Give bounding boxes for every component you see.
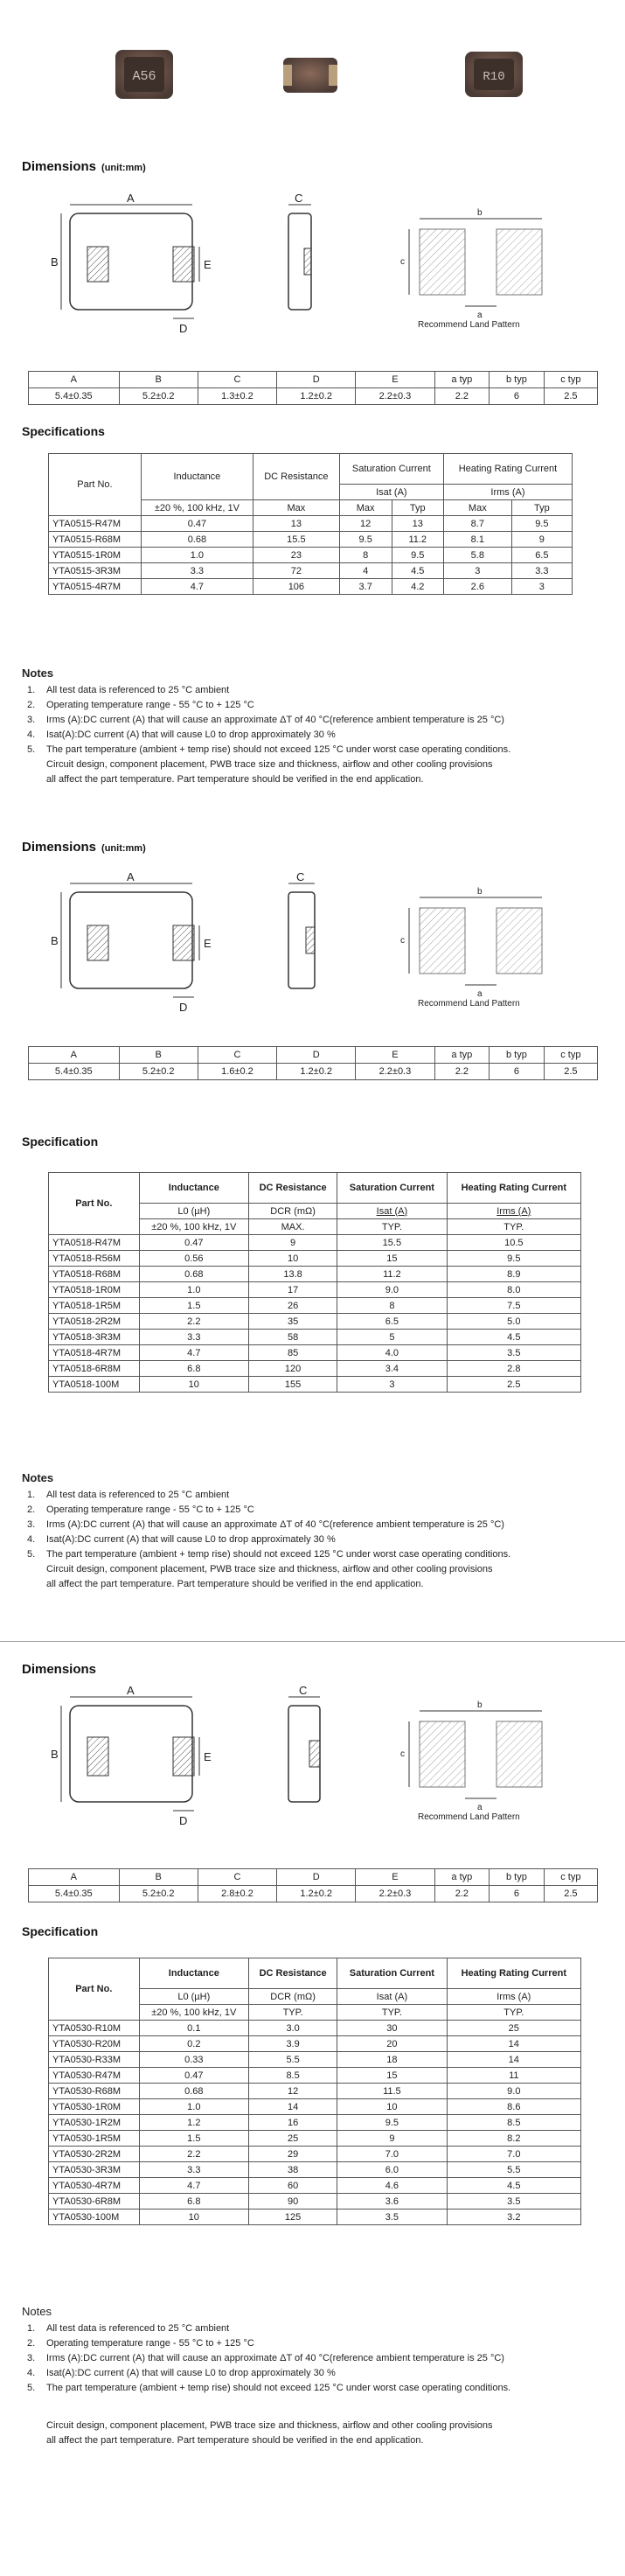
- value-cell: 3: [443, 563, 511, 579]
- value-cell: 3.5: [447, 1345, 580, 1361]
- part-number-cell: YTA0518-R56M: [49, 1251, 140, 1267]
- table-row: [49, 1282, 581, 1298]
- value-cell: 9.5: [447, 1251, 580, 1267]
- value-cell: 6.5: [511, 548, 572, 563]
- value-cell: 14: [447, 2036, 580, 2052]
- value-cell: 23: [253, 548, 339, 563]
- table-row: [49, 2099, 581, 2115]
- value-cell: 6.8: [139, 2194, 248, 2209]
- table-row: [49, 548, 573, 563]
- table-row: [49, 563, 573, 579]
- value-cell: 38: [249, 2162, 337, 2178]
- spec-table: Part No. Inductance DC Resistance Saturation Current Heating Rating Current L0 (µH) DCR (mΩ) Isat (A) Irms (A) ±20 %, 100 kHz, 1V TYP. TYP. TYP. YTA0530-R10M 0.1 3.0 30 25 YTA0530-R20M 0.2 3.9 20 14 YTA0530-R33M 0.33 5.5 18 14 YTA0530-R47M 0.47 8.5 15 11 YTA0530-R68M 0.68 12 11.5 9.0 YTA0530-1R0M 1.0 14 10 8.6 YTA0530-1R2M 1.2 16 9.5 8.5 YTA0530-1R5M 1.5 25 9 8.2 YTA0530-2R2M 2.2 29 7.0 7.0 YTA0530-3R3M 3.3 38 6.0 5.5 YTA0530-4R7M 4.7 60 4.6 4.5 YTA0530-6R8M 6.8 90 3.6 3.5 YTA0530-100M 10 125 3.5 3.2: [48, 1958, 581, 2225]
- value-cell: 8: [339, 548, 392, 563]
- part-number-cell: YTA0530-R68M: [49, 2084, 140, 2099]
- value-cell: 4.7: [139, 1345, 248, 1361]
- value-cell: 11: [447, 2068, 580, 2084]
- svg-text:E: E: [204, 258, 212, 271]
- value-cell: 11.2: [337, 1267, 447, 1282]
- dimension-value-row: 5.4±0.35 5.2±0.2 1.3±0.2 1.2±0.2 2.2±0.3 2.2 6 2.5: [29, 388, 598, 405]
- table-row: [49, 2131, 581, 2147]
- dimension-table: [28, 371, 598, 405]
- value-cell: 3: [337, 1377, 447, 1393]
- part-number-cell: YTA0518-R47M: [49, 1235, 140, 1251]
- value-cell: 5.5: [249, 2052, 337, 2068]
- svg-text:Recommend Land Pattern: Recommend Land Pattern: [418, 320, 520, 330]
- svg-text:C: C: [295, 194, 303, 205]
- value-cell: 155: [249, 1377, 337, 1393]
- value-cell: 3.9: [249, 2036, 337, 2052]
- value-cell: 90: [249, 2194, 337, 2209]
- value-cell: 1.0: [139, 1282, 248, 1298]
- specifications-heading: Specification: [22, 1134, 99, 1148]
- part-number-cell: YTA0518-1R0M: [49, 1282, 140, 1298]
- table-row: [49, 2178, 581, 2194]
- table-row: [49, 516, 573, 532]
- dimension-value-row: 5.4±0.35 5.2±0.2 2.8±0.2 1.2±0.2 2.2±0.3 2.2 6 2.5: [29, 1886, 598, 1902]
- svg-text:A: A: [127, 194, 135, 205]
- svg-text:Recommend Land Pattern: Recommend Land Pattern: [418, 999, 520, 1009]
- value-cell: 13: [392, 516, 443, 532]
- table-row: [49, 532, 573, 548]
- value-cell: 17: [249, 1282, 337, 1298]
- value-cell: 58: [249, 1330, 337, 1345]
- value-cell: 11.2: [392, 532, 443, 548]
- dimension-value-row: 5.4±0.35 5.2±0.2 1.6±0.2 1.2±0.2 2.2±0.3 2.2 6 2.5: [29, 1064, 598, 1080]
- value-cell: 106: [253, 579, 339, 595]
- part-number-cell: YTA0518-4R7M: [49, 1345, 140, 1361]
- svg-text:B: B: [51, 934, 59, 947]
- spec-table: Part No. Inductance DC Resistance Saturation Current Heating Rating Current L0 (µH) DCR (mΩ) Isat (A) Irms (A) ±20 %, 100 kHz, 1V MAX. TYP. TYP. YTA0518-R47M 0.47 9 15.5 10.5 YTA0518-R56M 0.56 10 15 9.5 YTA0518-R68M 0.68 13.8 11.2 8.9 YTA0518-1R0M 1.0 17 9.0 8.0 YTA0518-1R5M 1.5 26 8 7.5 YTA0518-2R2M 2.2 35 6.5 5.0 YTA0518-3R3M 3.3 58 5 4.5 YTA0518-4R7M 4.7 85 4.0 3.5 YTA0518-6R8M 6.8 120 3.4 2.8 YTA0518-100M 10 155 3 2.5: [48, 1172, 581, 1393]
- value-cell: 0.68: [139, 2084, 248, 2099]
- table-row: [49, 1235, 581, 1251]
- photo-marking: R10: [483, 70, 505, 84]
- value-cell: 0.1: [139, 2021, 248, 2036]
- part-number-cell: YTA0530-R33M: [49, 2052, 140, 2068]
- value-cell: 10.5: [447, 1235, 580, 1251]
- value-cell: 26: [249, 1298, 337, 1314]
- part-number-cell: YTA0518-R68M: [49, 1267, 140, 1282]
- value-cell: 13.8: [249, 1267, 337, 1282]
- value-cell: 3.3: [139, 1330, 248, 1345]
- table-row: [49, 2115, 581, 2131]
- dimension-drawing: [26, 1686, 621, 1846]
- table-row: [49, 1251, 581, 1267]
- dimensions-heading: Dimensions: [22, 1662, 97, 1677]
- value-cell: 3.3: [511, 563, 572, 579]
- value-cell: 9.0: [337, 1282, 447, 1298]
- spec-table: Part No. Inductance DC Resistance Saturation Current Heating Rating Current Isat (A) Irms (A) ±20 %, 100 kHz, 1V Max Max Typ Max Typ YTA0515-R47M 0.47 13 12 13 8.7 9.5 YTA0515-R68M 0.68 15.5 9.5 11.2 8.1 9 YTA0515-1R0M 1.0 23 8 9.5 5.8 6.5 YTA0515-3R3M 3.3 72 4 4.5 3 3.3 YTA0515-4R7M 4.7 106 3.7 4.2 2.6 3: [48, 453, 573, 595]
- table-row: [49, 1298, 581, 1314]
- table-row: [49, 2147, 581, 2162]
- value-cell: 8.6: [447, 2099, 580, 2115]
- value-cell: 3.5: [337, 2209, 447, 2225]
- value-cell: 4.5: [392, 563, 443, 579]
- part-number-cell: YTA0518-2R2M: [49, 1314, 140, 1330]
- value-cell: 9: [511, 532, 572, 548]
- value-cell: 0.47: [139, 1235, 248, 1251]
- value-cell: 18: [337, 2052, 447, 2068]
- part-number-cell: YTA0530-R10M: [49, 2021, 140, 2036]
- value-cell: 10: [139, 2209, 248, 2225]
- table-row: [49, 2068, 581, 2084]
- value-cell: 9.5: [337, 2115, 447, 2131]
- table-row: [49, 579, 573, 595]
- value-cell: 9.0: [447, 2084, 580, 2099]
- value-cell: 25: [447, 2021, 580, 2036]
- table-row: [49, 2194, 581, 2209]
- value-cell: 60: [249, 2178, 337, 2194]
- svg-text:b: b: [477, 208, 483, 218]
- value-cell: 4.2: [392, 579, 443, 595]
- value-cell: 6.0: [337, 2162, 447, 2178]
- value-cell: 15.5: [253, 532, 339, 548]
- value-cell: 1.0: [139, 2099, 248, 2115]
- part-number-cell: YTA0515-1R0M: [49, 548, 142, 563]
- value-cell: 3.2: [447, 2209, 580, 2225]
- part-number-cell: YTA0515-R68M: [49, 532, 142, 548]
- value-cell: 3.3: [141, 563, 253, 579]
- value-cell: 12: [339, 516, 392, 532]
- value-cell: 8.5: [249, 2068, 337, 2084]
- svg-text:C: C: [296, 873, 305, 883]
- value-cell: 0.33: [139, 2052, 248, 2068]
- section-divider: [0, 1641, 625, 1642]
- part-number-cell: YTA0515-R47M: [49, 516, 142, 532]
- value-cell: 6.5: [337, 1314, 447, 1330]
- value-cell: 10: [249, 1251, 337, 1267]
- value-cell: 30: [337, 2021, 447, 2036]
- product-photo-3: [463, 50, 524, 101]
- value-cell: 1.5: [139, 2131, 248, 2147]
- specifications-heading: Specification: [22, 1924, 99, 1938]
- svg-text:D: D: [179, 1001, 188, 1014]
- part-number-cell: YTA0530-1R2M: [49, 2115, 140, 2131]
- value-cell: 72: [253, 563, 339, 579]
- svg-text:A: A: [127, 1686, 135, 1697]
- part-number-cell: YTA0515-3R3M: [49, 563, 142, 579]
- svg-text:A: A: [127, 873, 135, 883]
- table-row: [49, 1314, 581, 1330]
- part-number-cell: YTA0530-1R0M: [49, 2099, 140, 2115]
- value-cell: 8.9: [447, 1267, 580, 1282]
- svg-text:D: D: [179, 1814, 188, 1827]
- value-cell: 0.68: [139, 1267, 248, 1282]
- value-cell: 0.2: [139, 2036, 248, 2052]
- part-number-cell: YTA0530-R20M: [49, 2036, 140, 2052]
- svg-text:Recommend Land Pattern: Recommend Land Pattern: [418, 1812, 520, 1822]
- table-row: [49, 1267, 581, 1282]
- value-cell: 125: [249, 2209, 337, 2225]
- value-cell: 8.7: [443, 516, 511, 532]
- photo-marking: A56: [132, 69, 156, 84]
- dimension-header-row: A B C D E a typ b typ c typ: [29, 372, 598, 388]
- part-number-cell: YTA0530-4R7M: [49, 2178, 140, 2194]
- value-cell: 16: [249, 2115, 337, 2131]
- dimensions-heading: Dimensions (unit:mm): [22, 159, 146, 174]
- table-row: [49, 2162, 581, 2178]
- part-number-cell: YTA0530-1R5M: [49, 2131, 140, 2147]
- table-row: [49, 2209, 581, 2225]
- value-cell: 5.0: [447, 1314, 580, 1330]
- svg-text:c: c: [400, 1749, 405, 1759]
- svg-text:B: B: [51, 255, 59, 269]
- svg-text:c: c: [400, 257, 405, 267]
- value-cell: 2.8: [447, 1361, 580, 1377]
- value-cell: 3.0: [249, 2021, 337, 2036]
- table-row: [49, 1377, 581, 1393]
- svg-text:c: c: [400, 936, 405, 946]
- value-cell: 2.2: [139, 2147, 248, 2162]
- value-cell: 3.3: [139, 2162, 248, 2178]
- value-cell: 5.5: [447, 2162, 580, 2178]
- value-cell: 3: [511, 579, 572, 595]
- dimension-header-row: A B C D E a typ b typ c typ: [29, 1869, 598, 1886]
- value-cell: 3.5: [447, 2194, 580, 2209]
- table-row: [49, 2021, 581, 2036]
- value-cell: 4.0: [337, 1345, 447, 1361]
- value-cell: 12: [249, 2084, 337, 2099]
- value-cell: 4: [339, 563, 392, 579]
- value-cell: 3.7: [339, 579, 392, 595]
- svg-text:D: D: [179, 322, 188, 335]
- value-cell: 9.5: [392, 548, 443, 563]
- value-cell: 5.8: [443, 548, 511, 563]
- value-cell: 8: [337, 1298, 447, 1314]
- value-cell: 9: [337, 2131, 447, 2147]
- value-cell: 0.68: [141, 532, 253, 548]
- svg-text:E: E: [204, 1750, 212, 1763]
- table-row: [49, 1345, 581, 1361]
- part-number-cell: YTA0515-4R7M: [49, 579, 142, 595]
- notes-section: Notes 1. All test data is referenced to 25 °C ambient 2. Operating temperature range - 55 °C to + 125 °C 3. Irms (A):DC current (A) that will cause an approximate ΔT of 40 °C(reference ambient temperature is 25 °C) 4. Isat(A):DC current (A) that will cause L0 to drop approximately 30 % 5. The part temperature (ambient + temp rise) should not exceed 125 °C under worst case operating conditions. Circuit design, component placement, PWB trace size and thickness, airflow and other cooling provisions all affect the part temperature. Part temperature should be verified in the end application.: [22, 2305, 511, 2446]
- value-cell: 4.6: [337, 2178, 447, 2194]
- svg-text:a: a: [477, 989, 483, 999]
- notes-section: Notes 1. All test data is referenced to 25 °C ambient 2. Operating temperature range - 55 °C to + 125 °C 3. Irms (A):DC current (A) that will cause an approximate ΔT of 40 °C(reference ambient temperature is 25 °C) 4. Isat(A):DC current (A) that will cause L0 to drop approximately 30 % 5. The part temperature (ambient + temp rise) should not exceed 125 °C under worst case operating conditions. Circuit design, component placement, PWB trace size and thickness, airflow and other cooling provisions all affect the part temperature. Part temperature should be verified in the end application.: [22, 667, 511, 785]
- value-cell: 29: [249, 2147, 337, 2162]
- specifications-heading: Specifications: [22, 424, 105, 438]
- svg-text:b: b: [477, 887, 483, 897]
- part-number-cell: YTA0530-100M: [49, 2209, 140, 2225]
- part-number-cell: YTA0530-2R2M: [49, 2147, 140, 2162]
- value-cell: 8.0: [447, 1282, 580, 1298]
- dimension-drawing: [26, 873, 621, 1033]
- part-number-cell: YTA0530-6R8M: [49, 2194, 140, 2209]
- part-number-cell: YTA0518-100M: [49, 1377, 140, 1393]
- value-cell: 5: [337, 1330, 447, 1345]
- value-cell: 20: [337, 2036, 447, 2052]
- dimension-drawing: [26, 194, 621, 354]
- svg-text:b: b: [477, 1700, 483, 1710]
- value-cell: 4.5: [447, 1330, 580, 1345]
- value-cell: 8.1: [443, 532, 511, 548]
- dimensions-heading: Dimensions (unit:mm): [22, 840, 146, 855]
- value-cell: 120: [249, 1361, 337, 1377]
- table-row: [49, 1361, 581, 1377]
- value-cell: 0.47: [139, 2068, 248, 2084]
- value-cell: 14: [249, 2099, 337, 2115]
- value-cell: 0.47: [141, 516, 253, 532]
- table-row: [49, 2052, 581, 2068]
- svg-text:B: B: [51, 1748, 59, 1761]
- value-cell: 2.2: [139, 1314, 248, 1330]
- part-number-cell: YTA0518-3R3M: [49, 1330, 140, 1345]
- value-cell: 3.6: [337, 2194, 447, 2209]
- value-cell: 35: [249, 1314, 337, 1330]
- value-cell: 8.5: [447, 2115, 580, 2131]
- value-cell: 85: [249, 1345, 337, 1361]
- dimension-table: [28, 1868, 598, 1902]
- part-number-cell: YTA0518-6R8M: [49, 1361, 140, 1377]
- value-cell: 9.5: [511, 516, 572, 532]
- value-cell: 7.0: [447, 2147, 580, 2162]
- svg-text:a: a: [477, 1803, 483, 1812]
- table-row: [49, 2084, 581, 2099]
- value-cell: 15: [337, 2068, 447, 2084]
- value-cell: 13: [253, 516, 339, 532]
- value-cell: 25: [249, 2131, 337, 2147]
- value-cell: 8.2: [447, 2131, 580, 2147]
- svg-text:E: E: [204, 937, 212, 950]
- value-cell: 4.5: [447, 2178, 580, 2194]
- value-cell: 1.5: [139, 1298, 248, 1314]
- value-cell: 2.6: [443, 579, 511, 595]
- value-cell: 6.8: [139, 1361, 248, 1377]
- value-cell: 9: [249, 1235, 337, 1251]
- value-cell: 9.5: [339, 532, 392, 548]
- value-cell: 7.0: [337, 2147, 447, 2162]
- notes-section: Notes 1. All test data is referenced to 25 °C ambient 2. Operating temperature range - 55 °C to + 125 °C 3. Irms (A):DC current (A) that will cause an approximate ΔT of 40 °C(reference ambient temperature is 25 °C) 4. Isat(A):DC current (A) that will cause L0 to drop approximately 30 % 5. The part temperature (ambient + temp rise) should not exceed 125 °C under worst case operating conditions. Circuit design, component placement, PWB trace size and thickness, airflow and other cooling provisions all affect the part temperature. Part temperature should be verified in the end application.: [22, 1471, 511, 1589]
- part-number-cell: YTA0518-1R5M: [49, 1298, 140, 1314]
- value-cell: 4.7: [141, 579, 253, 595]
- value-cell: 0.56: [139, 1251, 248, 1267]
- svg-text:C: C: [299, 1686, 308, 1697]
- value-cell: 7.5: [447, 1298, 580, 1314]
- value-cell: 2.5: [447, 1377, 580, 1393]
- table-row: [49, 1330, 581, 1345]
- table-row: [49, 2036, 581, 2052]
- value-cell: 14: [447, 2052, 580, 2068]
- dimension-table: [28, 1046, 598, 1080]
- value-cell: 4.7: [139, 2178, 248, 2194]
- value-cell: 1.0: [141, 548, 253, 563]
- value-cell: 1.2: [139, 2115, 248, 2131]
- value-cell: 10: [337, 2099, 447, 2115]
- value-cell: 10: [139, 1377, 248, 1393]
- part-number-cell: YTA0530-R47M: [49, 2068, 140, 2084]
- dimension-header-row: A B C D E a typ b typ c typ: [29, 1047, 598, 1064]
- value-cell: 3.4: [337, 1361, 447, 1377]
- value-cell: 15.5: [337, 1235, 447, 1251]
- value-cell: 15: [337, 1251, 447, 1267]
- value-cell: 11.5: [337, 2084, 447, 2099]
- product-photo-2: [280, 52, 341, 99]
- part-number-cell: YTA0530-3R3M: [49, 2162, 140, 2178]
- svg-text:a: a: [477, 311, 483, 320]
- product-photo-1: [114, 48, 175, 103]
